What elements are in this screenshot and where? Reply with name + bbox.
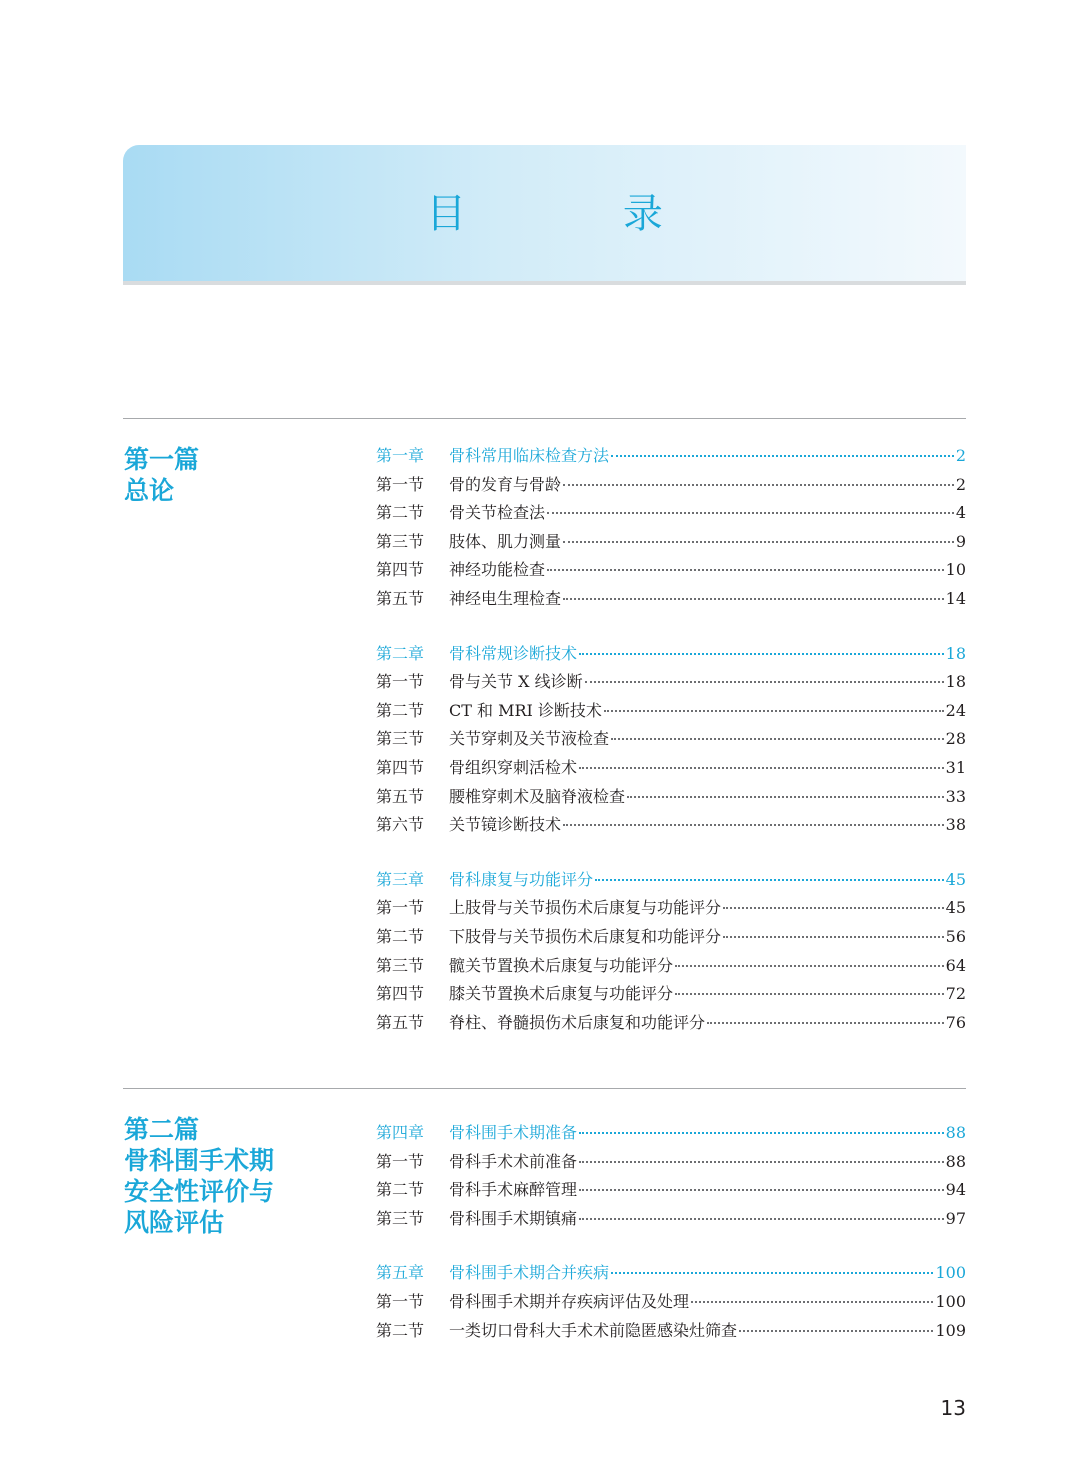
leader-dots xyxy=(579,653,944,655)
toc-section-entry[interactable] xyxy=(376,755,966,784)
toc-chapter-entry[interactable] xyxy=(376,867,966,896)
section-title: 骨与关节 X 线诊断 xyxy=(449,672,583,692)
toc-section-entry[interactable] xyxy=(376,953,966,982)
section-number: 第一节 xyxy=(376,672,425,692)
toc-section-entry[interactable] xyxy=(376,1177,966,1206)
section-title: 骨科围手术期并存疾病评估及处理 xyxy=(449,1291,690,1311)
page-ref: 4 xyxy=(955,503,966,523)
chapter-title: 骨科康复与功能评分 xyxy=(449,869,594,889)
chapter-number: 第二章 xyxy=(376,643,425,663)
section-title: 骨科围手术期镇痛 xyxy=(449,1208,578,1228)
section-number: 第三节 xyxy=(376,531,425,551)
chapter-gap xyxy=(376,1234,966,1260)
toc-chapter-entry[interactable] xyxy=(376,1120,966,1149)
page-ref: 56 xyxy=(945,926,966,946)
section-title: 膝关节置换术后康复与功能评分 xyxy=(449,984,674,1004)
page-ref: 109 xyxy=(935,1320,966,1340)
section-title: CT 和 MRI 诊断技术 xyxy=(449,700,602,720)
section-title: 下肢骨与关节损伤术后康复和功能评分 xyxy=(449,926,722,946)
leader-dots xyxy=(675,993,944,995)
toc-part-1 xyxy=(376,443,966,1038)
section-title: 骨科手术麻醉管理 xyxy=(449,1180,578,1200)
toc-chapter-entry[interactable] xyxy=(376,443,966,472)
section-number: 第二节 xyxy=(376,700,425,720)
toc-part-2 xyxy=(376,1120,966,1346)
section-title: 骨科手术术前准备 xyxy=(449,1151,578,1171)
section-number: 第三节 xyxy=(376,729,425,749)
toc-section-entry[interactable] xyxy=(376,698,966,727)
page-ref: 72 xyxy=(945,984,966,1004)
leader-dots xyxy=(563,541,954,543)
page-ref: 31 xyxy=(945,757,966,777)
section-title: 腰椎穿刺术及脑脊液检查 xyxy=(449,786,626,806)
leader-dots xyxy=(611,1272,933,1274)
toc-section-entry[interactable] xyxy=(376,726,966,755)
page-ref: 38 xyxy=(945,815,966,835)
page-ref: 64 xyxy=(945,955,966,975)
leader-dots xyxy=(579,1189,944,1191)
part-title-line: 安全性评价与 xyxy=(124,1177,275,1206)
page-ref: 18 xyxy=(945,672,966,692)
section-number: 第二节 xyxy=(376,926,425,946)
section-number: 第一节 xyxy=(376,1291,425,1311)
toc-section-entry[interactable] xyxy=(376,669,966,698)
page-ref: 100 xyxy=(935,1291,966,1311)
toc-section-entry[interactable] xyxy=(376,784,966,813)
section-number: 第五节 xyxy=(376,1012,425,1032)
chapter-number: 第四章 xyxy=(376,1123,425,1142)
leader-dots xyxy=(739,1330,933,1332)
toc-section-entry[interactable] xyxy=(376,924,966,953)
section-number: 第二节 xyxy=(376,1320,425,1340)
leader-dots xyxy=(675,965,944,967)
toc-section-entry[interactable] xyxy=(376,1289,966,1318)
toc-chapter-entry[interactable] xyxy=(376,1260,966,1289)
chapter-title: 骨科常用临床检查方法 xyxy=(449,446,610,465)
section-number: 第四节 xyxy=(376,757,425,777)
chapter-gap xyxy=(376,615,966,641)
leader-dots xyxy=(723,936,944,938)
leader-dots xyxy=(604,710,944,712)
section-title: 关节镜诊断技术 xyxy=(449,815,562,835)
section-number: 第四节 xyxy=(376,560,425,580)
leader-dots xyxy=(579,1218,944,1220)
section-number: 第一节 xyxy=(376,898,425,918)
part-title-line: 第一篇 xyxy=(124,445,200,474)
chapter-number: 第三章 xyxy=(376,869,425,889)
page-ref: 18 xyxy=(945,643,966,663)
toc-chapter-entry[interactable] xyxy=(376,641,966,670)
chapter-number: 第五章 xyxy=(376,1263,425,1283)
part-title-line: 骨科围手术期 xyxy=(124,1146,275,1175)
section-title: 脊柱、脊髓损伤术后康复和功能评分 xyxy=(449,1012,706,1032)
page-ref: 88 xyxy=(945,1123,966,1142)
page-number: 13 xyxy=(940,1396,966,1420)
page-ref: 45 xyxy=(945,898,966,918)
part-title-2 xyxy=(124,1114,274,1238)
leader-dots xyxy=(611,455,954,457)
toc-section-entry[interactable] xyxy=(376,500,966,529)
page-ref: 2 xyxy=(955,446,966,465)
toc-section-entry[interactable] xyxy=(376,472,966,501)
part-title-line: 第二篇 xyxy=(124,1115,200,1144)
leader-dots xyxy=(579,1161,944,1163)
page-ref: 33 xyxy=(945,786,966,806)
section-number: 第一节 xyxy=(376,1151,425,1171)
contents-title: 目 录 xyxy=(426,191,735,237)
section-number: 第三节 xyxy=(376,1208,425,1228)
leader-dots xyxy=(563,598,944,600)
page-ref: 28 xyxy=(945,729,966,749)
leader-dots xyxy=(579,767,944,769)
toc-section-entry[interactable] xyxy=(376,895,966,924)
leader-dots xyxy=(585,681,944,683)
section-title: 肢体、肌力测量 xyxy=(449,531,562,551)
section-number: 第一节 xyxy=(376,474,425,494)
toc-section-entry[interactable] xyxy=(376,529,966,558)
leader-dots xyxy=(691,1301,933,1303)
page-ref: 97 xyxy=(945,1208,966,1228)
section-number: 第六节 xyxy=(376,815,425,835)
section-title: 骨组织穿刺活检术 xyxy=(449,757,578,777)
chapter-title: 骨科常规诊断技术 xyxy=(449,643,578,663)
toc-section-entry[interactable] xyxy=(376,557,966,586)
part-divider-2 xyxy=(123,1088,966,1089)
section-title: 关节穿刺及关节液检查 xyxy=(449,729,610,749)
toc-section-entry[interactable] xyxy=(376,1318,966,1347)
section-title: 髋关节置换术后康复与功能评分 xyxy=(449,955,674,975)
chapter-title: 骨科围手术期合并疾病 xyxy=(449,1263,610,1283)
toc-section-entry[interactable] xyxy=(376,1149,966,1178)
page-ref: 100 xyxy=(935,1263,966,1283)
contents-banner xyxy=(123,145,966,285)
page-ref: 76 xyxy=(945,1012,966,1032)
section-title: 骨关节检查法 xyxy=(449,503,546,523)
leader-dots xyxy=(707,1022,944,1024)
chapter-title: 骨科围手术期准备 xyxy=(449,1123,578,1142)
part-title-1 xyxy=(124,444,199,506)
leader-dots xyxy=(547,512,954,514)
section-title: 上肢骨与关节损伤术后康复与功能评分 xyxy=(449,898,722,918)
leader-dots xyxy=(547,569,944,571)
page-ref: 45 xyxy=(945,869,966,889)
page-ref: 14 xyxy=(945,588,966,608)
section-title: 神经功能检查 xyxy=(449,560,546,580)
part-title-line: 总论 xyxy=(124,476,175,505)
toc-section-entry[interactable] xyxy=(376,1206,966,1235)
leader-dots xyxy=(595,879,944,881)
section-title: 一类切口骨科大手术术前隐匿感染灶筛查 xyxy=(449,1320,738,1340)
part-divider-1 xyxy=(123,418,966,419)
leader-dots xyxy=(563,484,954,486)
part-title-line: 风险评估 xyxy=(124,1208,225,1237)
leader-dots xyxy=(611,738,944,740)
section-number: 第三节 xyxy=(376,955,425,975)
section-number: 第二节 xyxy=(376,503,425,523)
section-number: 第二节 xyxy=(376,1180,425,1200)
section-number: 第五节 xyxy=(376,588,425,608)
page-ref: 10 xyxy=(945,560,966,580)
toc-section-entry[interactable] xyxy=(376,586,966,615)
leader-dots xyxy=(579,1132,944,1134)
chapter-number: 第一章 xyxy=(376,446,425,465)
leader-dots xyxy=(723,907,944,909)
section-number: 第四节 xyxy=(376,984,425,1004)
leader-dots xyxy=(627,796,944,798)
chapter-gap xyxy=(376,841,966,867)
toc-section-entry[interactable] xyxy=(376,812,966,841)
toc-section-entry[interactable] xyxy=(376,981,966,1010)
section-title: 神经电生理检查 xyxy=(449,588,562,608)
page-ref: 88 xyxy=(945,1151,966,1171)
page-ref: 94 xyxy=(945,1180,966,1200)
section-number: 第五节 xyxy=(376,786,425,806)
toc-section-entry[interactable] xyxy=(376,1010,966,1039)
page-ref: 2 xyxy=(955,474,966,494)
page-ref: 24 xyxy=(945,700,966,720)
page-ref: 9 xyxy=(955,531,966,551)
section-title: 骨的发育与骨龄 xyxy=(449,474,562,494)
leader-dots xyxy=(563,824,944,826)
